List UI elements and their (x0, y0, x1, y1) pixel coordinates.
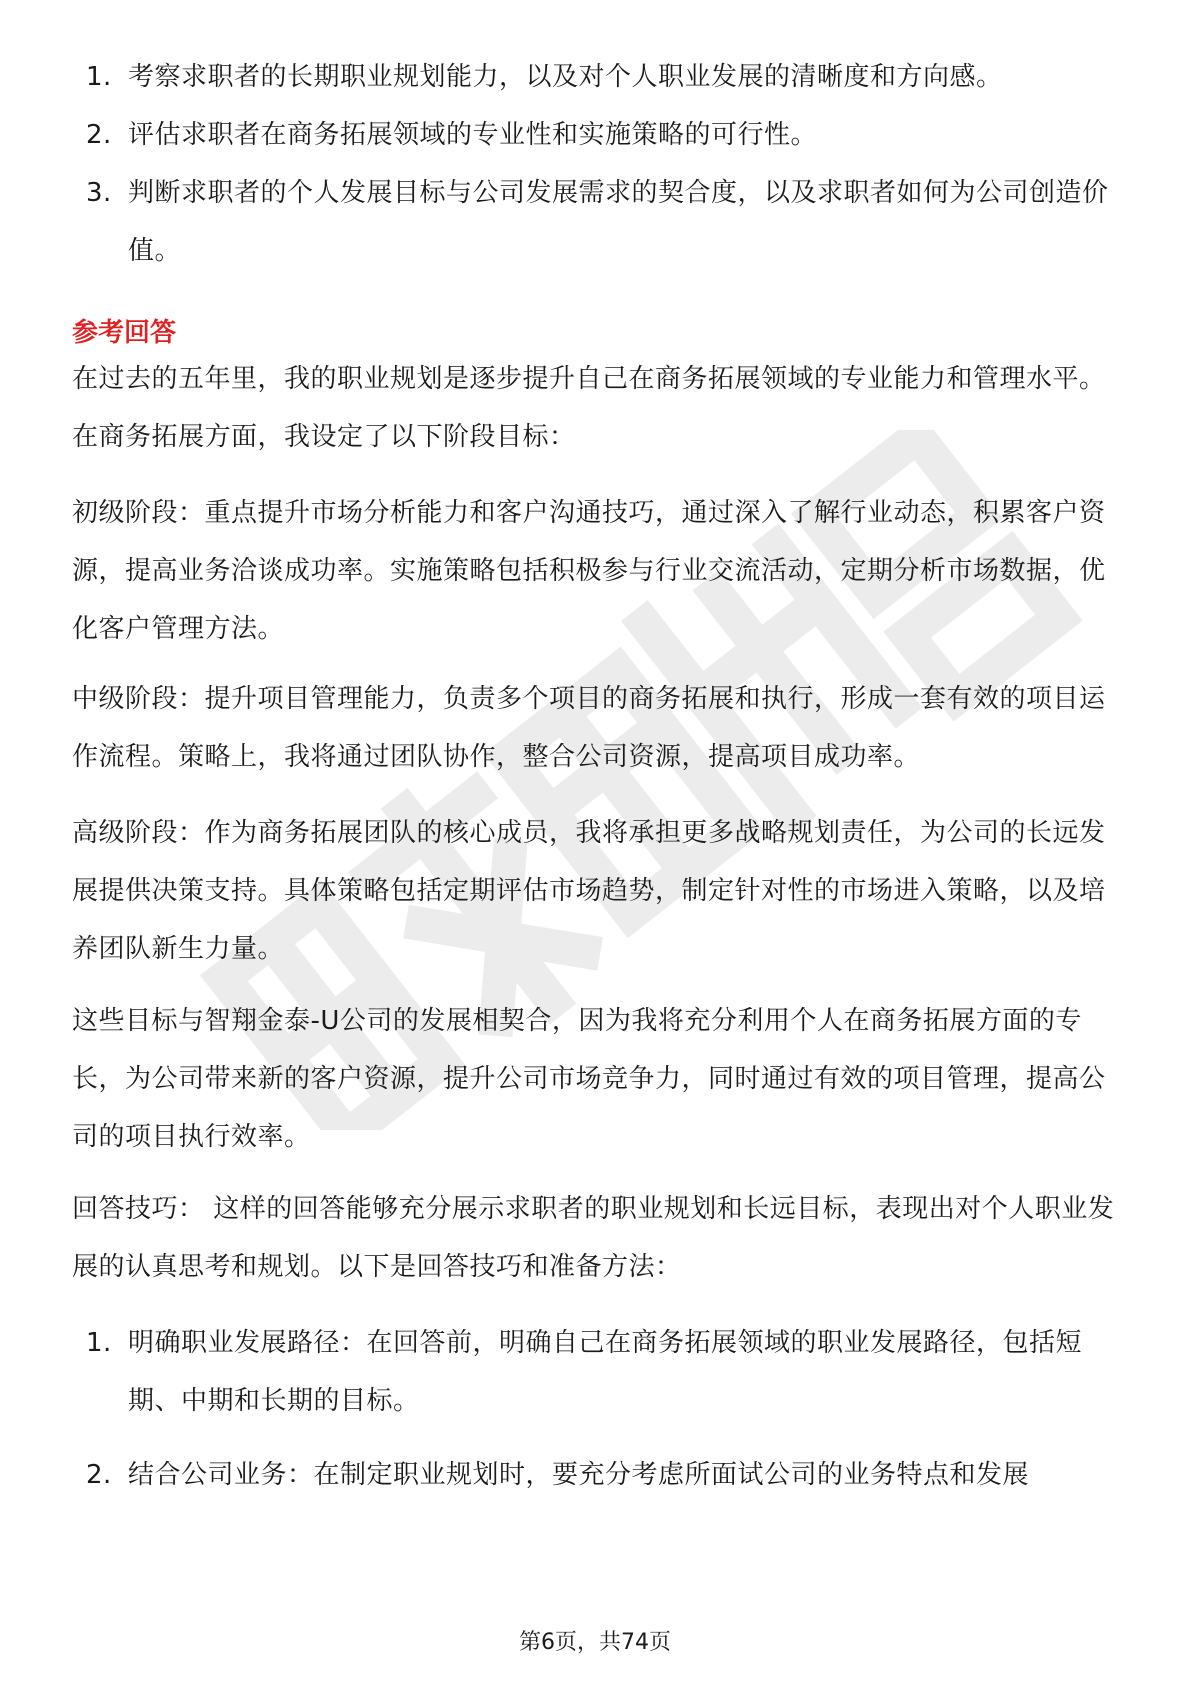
list-text: 考察求职者的长期职业规划能力，以及对个人职业发展的清晰度和方向感。 (128, 62, 1003, 92)
list-item (72, 1446, 1122, 1504)
list-number: 2. (86, 1460, 112, 1490)
middle-stage-paragraph: 中级阶段：提升项目管理能力，负责多个项目的商务拓展和执行，形成一套有效的项目运作流程。策略上，我将通过团队协作，整合公司资源，提高项目成功率。 (72, 684, 1106, 772)
answer-intro-paragraph: 在过去的五年里，我的职业规划是逐步提升自己在商务拓展领域的专业能力和管理水平。在商务拓展方面，我设定了以下阶段目标： (72, 364, 1106, 452)
list-item (72, 164, 1122, 280)
list-item (72, 1314, 1122, 1430)
senior-stage-paragraph: 高级阶段：作为商务拓展团队的核心成员，我将承担更多战略规划责任，为公司的长远发展提供决策支持。具体策略包括定期评估市场趋势，制定针对性的市场进入策略，以及培养团队新生力量。 (72, 818, 1106, 964)
section-heading: 参考回答 (72, 318, 177, 348)
list-item (72, 106, 1122, 164)
alignment-paragraph: 这些目标与智翔金泰-U公司的发展相契合，因为我将充分利用个人在商务拓展方面的专长，为公司带来新的客户资源，提升公司市场竞争力，同时通过有效的项目管理，提高公司的项目执行效率。 (72, 1006, 1106, 1152)
list-item (72, 48, 1122, 106)
list-text: 结合公司业务：在制定职业规划时，要充分考虑所面试公司的业务特点和发展 (128, 1460, 1030, 1490)
list-number: 2. (86, 120, 112, 150)
list-number: 3. (86, 178, 112, 208)
list-text: 明确职业发展路径：在回答前，明确自己在商务拓展领域的职业发展路径，包括短期、中期和长期的目标。 (128, 1328, 1083, 1416)
answer-tips-paragraph: 回答技巧： 这样的回答能够充分展示求职者的职业规划和长远目标，表现出对个人职业发展的认真思考和规划。以下是回答技巧和准备方法： (72, 1194, 1115, 1282)
evaluation-points-list (72, 48, 1122, 280)
list-number: 1. (86, 62, 112, 92)
list-text: 判断求职者的个人发展目标与公司发展需求的契合度，以及求职者如何为公司创造价值。 (128, 178, 1109, 266)
page-footer: 第6页，共74页 (519, 1630, 671, 1655)
junior-stage-paragraph: 初级阶段：重点提升市场分析能力和客户沟通技巧，通过深入了解行业动态，积累客户资源，提高业务洽谈成功率。实施策略包括积极参与行业交流活动，定期分析市场数据，优化客户管理方法。 (72, 498, 1106, 644)
tips-list (72, 1314, 1122, 1504)
list-number: 1. (86, 1328, 112, 1358)
list-text: 评估求职者在商务拓展领域的专业性和实施策略的可行性。 (128, 120, 818, 150)
